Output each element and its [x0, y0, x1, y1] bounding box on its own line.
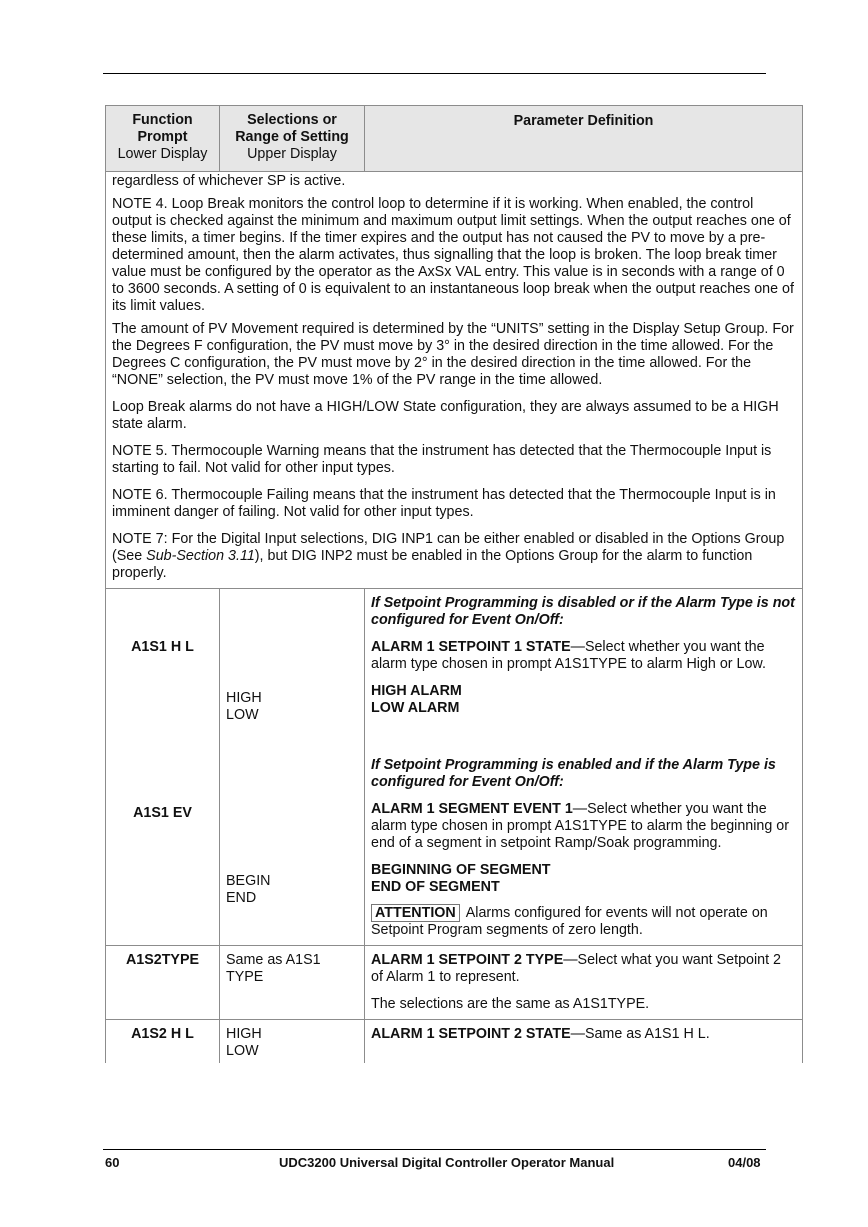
- sel-a1s1ev-end: END: [226, 890, 257, 906]
- footer-rule: [103, 1149, 766, 1150]
- prompt-a1s1-hl: A1S1 H L: [131, 639, 194, 655]
- table-row-a1s2hl: [106, 1020, 803, 1064]
- sel-a1s1ev-begin: BEGIN: [226, 873, 271, 889]
- sel-a1s2type: Same as A1S1 TYPE: [220, 946, 365, 1020]
- selection-cell-a1s1: [220, 589, 365, 946]
- table-row-a1s2type: [106, 946, 803, 1020]
- def-low-alarm: LOW ALARM: [371, 700, 460, 716]
- note-pv-movement: The amount of PV Movement required is determined by the “UNITS” setting in the Display Setup Group. For the Degrees F configuration, the PV must move by 3° in the desired direction in the time allowed. For the Degrees C configuration, the PV must move by 2° in the desired direction in the time allowed. For the “NONE” selection, the PV must move 1% of the PV range in the time allowed.: [112, 321, 794, 388]
- definition-cell-a1s1: [365, 589, 803, 946]
- header-rule: [103, 73, 766, 74]
- header-function-prompt: Function Prompt Lower Display: [106, 106, 220, 172]
- def-high-alarm: HIGH ALARM: [371, 683, 462, 699]
- header-parameter-definition: Parameter Definition: [365, 106, 803, 172]
- def-beginning-of-segment: BEGINNING OF SEGMENT: [371, 862, 551, 878]
- note-4: NOTE 4. Loop Break monitors the control loop to determine if it is working. When enabled, the control output is checked against the minimum and maximum output limit settings. When the output reaches one of these limits, a timer begins. If the timer expires and the output has not caused the PV to move by a pre-determined amount, then the alarm activates, thus signalling that the loop is broken. The loop break timer value must be configured by the operator as the AxSx VAL entry. This value is in seconds with a range of 0 to 3600 seconds. A setting of 0 is equivalent to an instantaneous loop break when the output reaches one of its limit values.: [112, 196, 794, 314]
- note-7: NOTE 7: For the Digital Input selections, DIG INP1 can be either enabled or disabled in the Options Group (See Sub-Section 3.11), but DIG INP2 must be enabled in the Options Group for the alarm to function properly.: [112, 531, 785, 581]
- def-a1s1hl: ALARM 1 SETPOINT 1 STATE—Select whether you want the alarm type chosen in prompt A1S1TYPE to alarm High or Low.: [371, 639, 766, 672]
- condition-enabled: If Setpoint Programming is enabled and if the Alarm Type is configured for Event On/Off:: [371, 757, 776, 790]
- notes-cell: [106, 172, 803, 589]
- note-loop-break-state: Loop Break alarms do not have a HIGH/LOW State configuration, they are always assumed to be a HIGH state alarm.: [112, 399, 779, 432]
- note-6: NOTE 6. Thermocouple Failing means that the instrument has detected that the Thermocouple Input is in imminent danger of failing. Not valid for other input types.: [112, 487, 776, 520]
- def-a1s2type-note: The selections are the same as A1S1TYPE.: [371, 996, 650, 1012]
- sel-a1s1hl-high: HIGH: [226, 690, 262, 706]
- header-selections: Selections or Range of Setting Upper Display: [220, 106, 365, 172]
- prompt-a1s2hl: A1S2 H L: [106, 1020, 220, 1064]
- table-header-row: [106, 106, 803, 172]
- prompt-a1s2type: A1S2TYPE: [106, 946, 220, 1020]
- attention-badge: ATTENTION: [371, 904, 460, 922]
- note-5: NOTE 5. Thermocouple Warning means that the instrument has detected that the Thermocouple Input is starting to fail. Not valid for other input types.: [112, 443, 772, 476]
- prompt-cell-a1s1: [106, 589, 220, 946]
- footer-date: 04/08: [728, 1155, 761, 1170]
- table-row-a1s1: [106, 589, 803, 946]
- sel-a1s2hl: HIGH LOW: [220, 1020, 365, 1064]
- def-a1s1ev: ALARM 1 SEGMENT EVENT 1—Select whether you want the alarm type chosen in prompt A1S1TYPE to alarm the beginning or end of a segment in setpoint Ramp/Soak programming.: [371, 801, 790, 851]
- condition-disabled: If Setpoint Programming is disabled or if the Alarm Type is not configured for Event On/Off:: [371, 595, 795, 628]
- parameter-table: [105, 105, 803, 1063]
- attention-note: ATTENTION Alarms configured for events will not operate on Setpoint Program segments of zero length.: [371, 905, 768, 938]
- footer-page-number: 60: [105, 1155, 120, 1170]
- sel-a1s1hl-low: LOW: [226, 707, 259, 723]
- notes-row: [106, 172, 803, 589]
- note-continued: regardless of whichever SP is active.: [112, 173, 346, 189]
- def-a1s2type: ALARM 1 SETPOINT 2 TYPE—Select what you want Setpoint 2 of Alarm 1 to represent. The selections are the same as A1S1TYPE.: [365, 946, 803, 1020]
- def-a1s2hl: ALARM 1 SETPOINT 2 STATE—Same as A1S1 H L.: [365, 1020, 803, 1064]
- def-end-of-segment: END OF SEGMENT: [371, 879, 500, 895]
- prompt-a1s1-ev: A1S1 EV: [133, 805, 192, 821]
- footer-title: UDC3200 Universal Digital Controller Operator Manual: [279, 1155, 615, 1170]
